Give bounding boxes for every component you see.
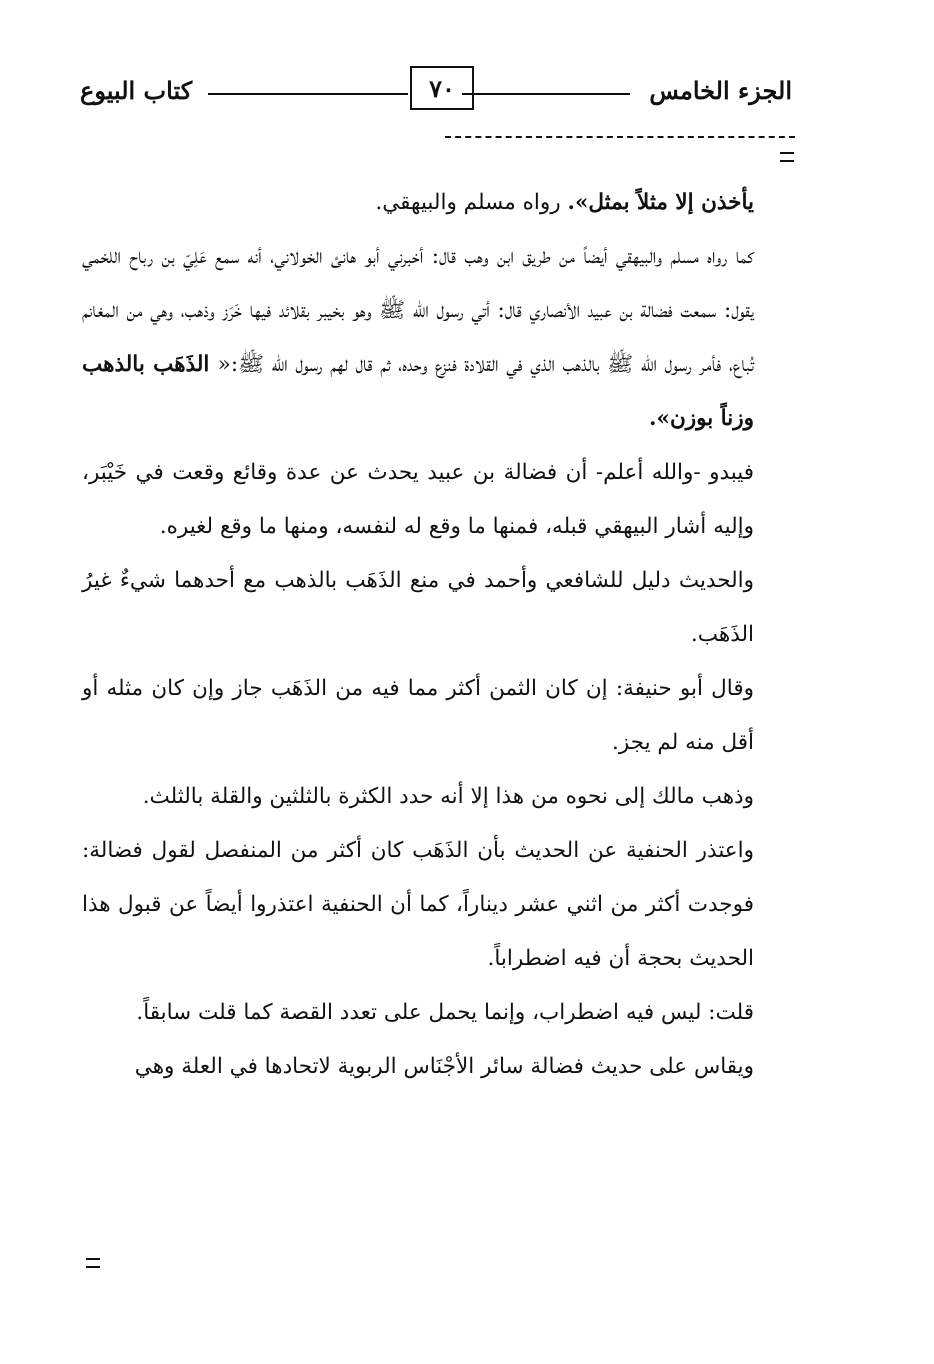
paragraph-text: واعتذر الحنفية عن الحديث بأن الذَهَب كان أكثر من المنفصل لقول فضالة: فوجدت أكثر من اثني عشر ديناراً، كما أن الحنفية اعتذروا أيضاً عن قبول هذا الحديث بحجة أن فيه اضطراباً. bbox=[82, 838, 754, 971]
book-title: كتاب البيوع bbox=[80, 76, 193, 105]
paragraph bbox=[82, 770, 754, 824]
paragraph bbox=[82, 554, 754, 662]
paragraph-text: قلت: ليس فيه اضطراب، وإنما يحمل على تعدد القصة كما قلت سابقاً. bbox=[136, 1000, 754, 1025]
bold-quote: الذَهَب بالذهب وزناً بوزن». bbox=[82, 352, 754, 431]
paragraph-text: وذهب مالك إلى نحوه من هذا إلا أنه حدد الكثرة بالثلثين والقلة بالثلث. bbox=[142, 784, 754, 809]
paragraph-text: رواه مسلم والبيهقي. bbox=[375, 190, 568, 215]
paragraph bbox=[82, 986, 754, 1040]
paragraph-text: وقال أبو حنيفة: إن كان الثمن أكثر مما فيه من الذَهَب جاز وإن كان مثله أو أقل منه لم يجز. bbox=[82, 676, 754, 755]
paragraph bbox=[82, 662, 754, 770]
header-rule-right bbox=[462, 93, 630, 95]
bold-quote: يأخذن إلا مثلاً بمثل». bbox=[567, 190, 754, 215]
paragraph-text: كما رواه مسلم والبيهقي أيضاً من طريق ابن وهب قال: أخبرني أبو هانئ الخولاني، أنه سمع عَلِيّ بن رباح اللخمي يقول: سمعت فضالة بن عبيد الأنصاري قال: أتي رسول الله ﷺ وهو بخيبر بقلائد فيها خَرَز وذهب، وهي من المغانم تُباع، فأمر رسول الله ﷺ بالذهب الذي في القلادة فنزع وحده، ثم قال لهم رسول الله ﷺ:« bbox=[82, 244, 754, 377]
paragraph bbox=[82, 1040, 754, 1094]
header-dashed-rule bbox=[445, 136, 795, 138]
paragraph bbox=[82, 446, 754, 554]
paragraph bbox=[82, 824, 754, 986]
paragraph-text: ويقاس على حديث فضالة سائر الأجْنَاس الربوية لاتحادها في العلة وهي bbox=[134, 1054, 754, 1079]
paragraph bbox=[82, 230, 754, 446]
paragraph-text: والحديث دليل للشافعي وأحمد في منع الذَهَب بالذهب مع أحدهما شيءٌ غيرُ الذَهَب. bbox=[82, 568, 754, 647]
page-header bbox=[70, 60, 800, 120]
page-number-box bbox=[410, 66, 474, 110]
top-double-mark bbox=[780, 152, 794, 162]
body-text bbox=[82, 176, 754, 1094]
paragraph-text: فيبدو -والله أعلم- أن فضالة بن عبيد يحدث عن عدة وقائع وقعت في خَيْبَر، وإليه أشار البيهقي قبله، فمنها ما وقع له لنفسه، ومنها ما وقع لغيره. bbox=[82, 460, 754, 539]
paragraph bbox=[82, 176, 754, 230]
bottom-double-mark bbox=[86, 1258, 100, 1268]
page-number: ٧٠ bbox=[429, 73, 455, 103]
header-rule-left bbox=[208, 93, 408, 95]
volume-title: الجزء الخامس bbox=[649, 76, 792, 105]
